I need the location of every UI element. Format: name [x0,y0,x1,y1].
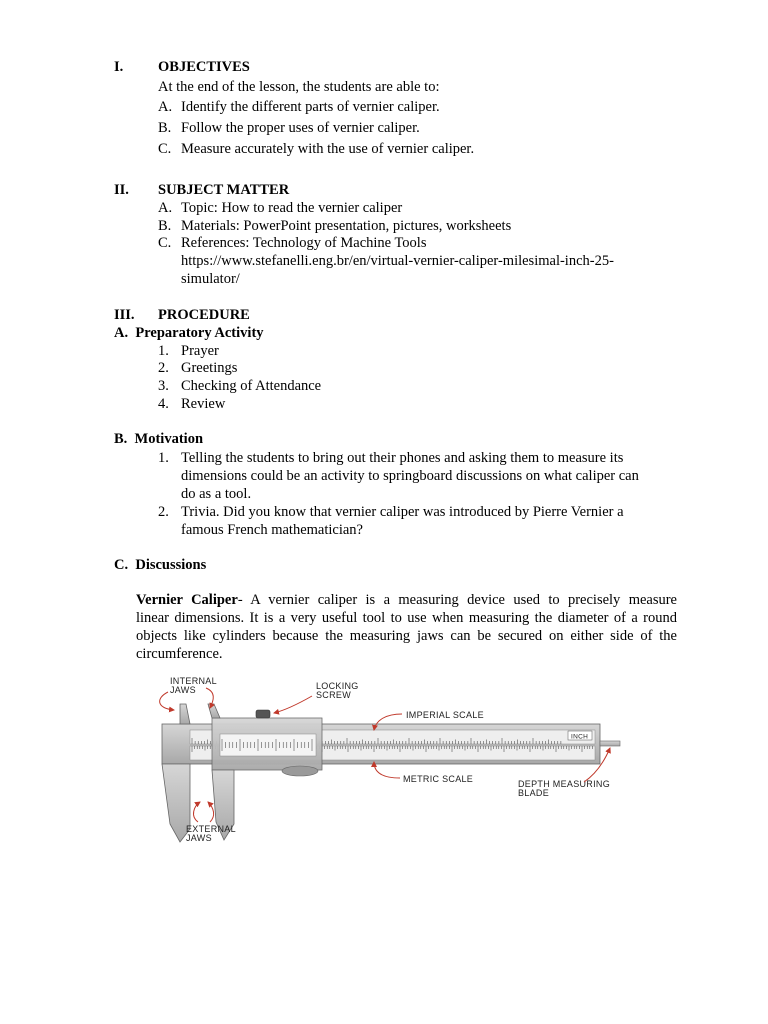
subsection-title-preparatory: A. Preparatory Activity [114,325,264,341]
list-item: Checking of Attendance [181,378,322,394]
section-number-objectives: I. [114,59,124,75]
subsection-title-motivation: B. Motivation [114,431,204,447]
reference-url-continued: simulator/ [181,271,240,287]
term-vernier-caliper: Vernier Caliper [136,592,238,608]
label-internal-jaws-2: JAWS [170,685,196,695]
label-depth-blade-1: DEPTH MEASURING [518,779,611,789]
subject-marker: B. [158,218,172,234]
reference-url: https://www.stefanelli.eng.br/en/virtual-vernier-caliper-milesimal-inch-25- [181,253,614,269]
list-item: Prayer [181,343,219,359]
objective-marker: A. [158,99,173,115]
subject-marker: C. [158,235,172,251]
label-locking-screw-1: LOCKING [316,681,359,691]
depth-measuring-blade [600,741,620,746]
arrow-metric-scale [374,762,400,778]
label-internal-jaws-1: INTERNAL [170,676,217,686]
definition-text: - A vernier caliper is a measuring device used to precisely measure [237,592,677,608]
objective-marker: B. [158,120,172,136]
label-external-jaws-1: EXTERNAL [186,824,236,834]
motivation-text: do as a tool. [181,486,252,502]
list-item: Review [181,396,226,412]
list-marker: 1. [158,343,169,359]
arrow-external-jaw-left [194,802,200,822]
section-title-subject: SUBJECT MATTER [158,182,290,198]
sliding-internal-jaw [208,704,220,718]
locking-screw [256,710,270,718]
section-number-subject: II. [114,182,129,198]
label-imperial-scale: IMPERIAL SCALE [406,710,484,720]
thumb-wheel [282,766,318,776]
discussion-paragraph-line [136,591,677,609]
motivation-text: Telling the students to bring out their phones and asking them to measure its [181,450,624,466]
discussion-paragraph-line: objects like cylinders because the measuring jaws can be secured on either side of the [136,628,677,644]
motivation-text: dimensions could be an activity to springboard discussions on what caliper can [181,468,639,484]
subject-text: References: Technology of Machine Tools [181,235,427,251]
objectives-intro: At the end of the lesson, the students are able to: [158,79,440,95]
section-number-procedure: III. [114,307,135,323]
subject-marker: A. [158,200,173,216]
objective-text: Measure accurately with the use of vernier caliper. [181,141,475,157]
vernier-scale-strip [220,734,316,756]
section-title-procedure: PROCEDURE [158,307,250,323]
motivation-text: Trivia. Did you know that vernier caliper was introduced by Pierre Vernier a [181,504,624,520]
label-depth-blade-2: BLADE [518,788,550,798]
objective-text: Follow the proper uses of vernier caliper. [181,120,420,136]
list-marker: 3. [158,378,169,394]
list-item: Greetings [181,360,238,376]
motivation-text: famous French mathematician? [181,522,363,538]
arrow-external-jaw-right [208,802,214,822]
list-marker: 1. [158,450,169,466]
fixed-internal-jaw [180,704,190,724]
list-marker: 2. [158,360,169,376]
list-marker: 4. [158,396,169,412]
objective-marker: C. [158,141,172,157]
list-marker: 2. [158,504,169,520]
inch-label: INCH [571,733,589,741]
label-metric-scale: METRIC SCALE [403,774,474,784]
subject-text: Topic: How to read the vernier caliper [181,200,403,216]
label-external-jaws-2: JAWS [186,833,212,843]
discussion-paragraph-line: circumference. [136,646,223,662]
label-locking-screw-2: SCREW [316,690,351,700]
discussion-paragraph-line: linear dimensions. It is a very useful tool to use when measuring the diameter of a round [136,610,677,626]
objective-text: Identify the different parts of vernier caliper. [181,99,440,115]
vernier-caliper-diagram [150,674,630,854]
subsection-title-discussions: C. Discussions [114,557,207,573]
subject-text: Materials: PowerPoint presentation, pictures, worksheets [181,218,512,234]
section-title-objectives: OBJECTIVES [158,59,250,75]
arrow-locking-screw [274,696,312,713]
